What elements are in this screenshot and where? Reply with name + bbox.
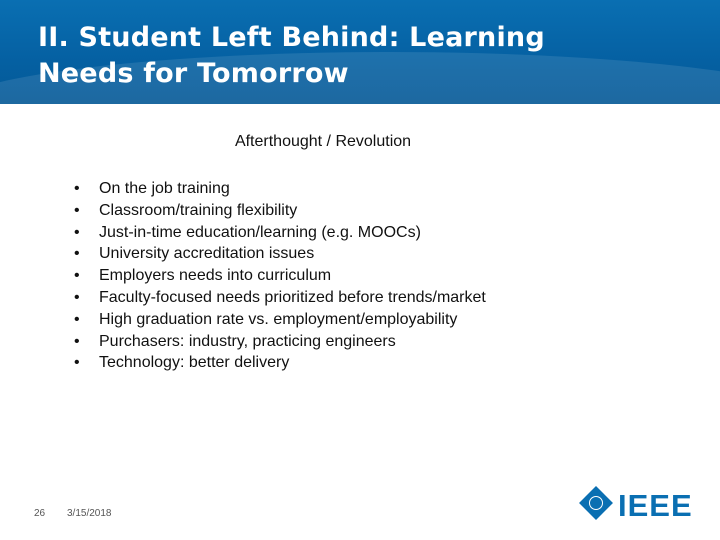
slide-title [38, 20, 545, 92]
bullet-marker: • [74, 354, 80, 372]
bullet-item [72, 243, 486, 265]
bullet-marker: • [74, 201, 80, 219]
bullet-marker: • [74, 288, 80, 306]
slide-number: 26 [34, 508, 46, 519]
bullet-marker: • [74, 267, 80, 285]
bullet-item [72, 265, 486, 287]
slide-date: 3/15/2018 [67, 508, 112, 519]
ieee-logo-text: IEEE [618, 488, 693, 523]
bullet-item [72, 200, 486, 222]
bullet-marker: • [74, 332, 80, 350]
slide-title-line-2: Needs for Tomorrow [38, 58, 349, 89]
bullet-item [72, 178, 486, 200]
bullet-text: University accreditation issues [99, 245, 315, 263]
bullet-text: On the job training [99, 180, 230, 197]
bullet-marker: • [74, 245, 80, 263]
ieee-diamond-ring [589, 496, 603, 510]
slide-subtitle: Afterthought / Revolution [234, 133, 412, 150]
bullet-text: Just-in-time education/learning (e.g. MOOCs) [99, 223, 421, 241]
bullet-item [72, 331, 486, 353]
bullet-marker: • [74, 310, 80, 328]
bullet-text: Classroom/training flexibility [99, 201, 298, 219]
bullet-marker: • [74, 223, 80, 241]
bullet-item [72, 287, 486, 309]
bullet-list [72, 178, 486, 374]
bullet-text: Faculty-focused needs prioritized before trends/market [99, 288, 486, 306]
bullet-item [72, 309, 486, 331]
bullet-marker: • [74, 180, 80, 197]
title-banner [0, 0, 720, 104]
bullet-text: Purchasers: industry, practicing engineers [99, 332, 396, 350]
ieee-logo [580, 488, 698, 524]
bullet-text: High graduation rate vs. employment/employability [99, 310, 458, 328]
bullet-text: Employers needs into curriculum [99, 267, 332, 285]
bullet-item [72, 222, 486, 244]
slide-title-line-1: II. Student Left Behind: Learning [38, 22, 545, 53]
bullet-item [72, 352, 486, 374]
bullet-text: Technology: better delivery [99, 354, 290, 372]
